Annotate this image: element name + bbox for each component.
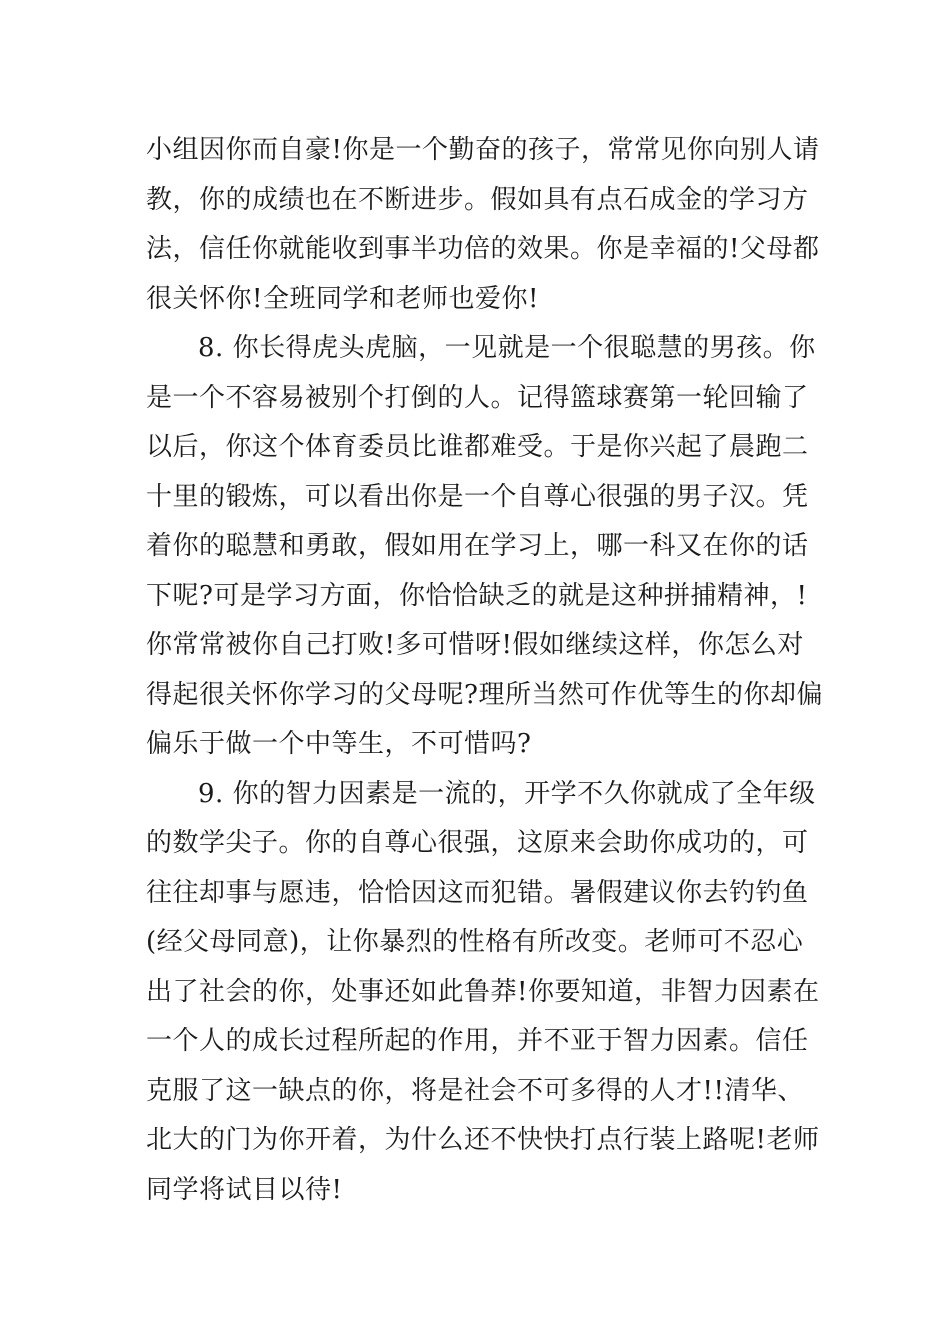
text-line: 北大的门为你开着，为什么还不快快打点行装上路呢!老师 <box>146 1125 820 1155</box>
text-line: 的数学尖子。你的自尊心很强，这原来会助你成功的，可 <box>146 828 809 858</box>
text-line: 十里的锻炼，可以看出你是一个自尊心很强的男子汉。凭 <box>146 482 809 512</box>
text-line: 出了社会的你，处事还如此鲁莽!你要知道，非智力因素在 <box>146 977 820 1007</box>
text-line: 往往却事与愿违，恰恰因这而犯错。暑假建议你去钓钓鱼 <box>146 878 809 908</box>
text-line: 你常常被你自己打败!多可惜呀!假如继续这样，你怎么对 <box>146 630 804 660</box>
text-line: 很关怀你!全班同学和老师也爱你! <box>146 284 539 314</box>
text-line: 着你的聪慧和勇敢，假如用在学习上，哪一科又在你的话 <box>146 531 809 561</box>
text-line: 小组因你而自豪!你是一个勤奋的孩子，常常见你向别人请 <box>146 135 820 165</box>
text-line: 同学将试目以待! <box>146 1175 343 1205</box>
paragraph-9-first-line: 9. 你的智力因素是一流的，开学不久你就成了全年级 <box>198 779 816 809</box>
text-line: 是一个不容易被别个打倒的人。记得篮球赛第一轮回输了 <box>146 383 809 413</box>
text-line: 教，你的成绩也在不断进步。假如具有点石成金的学习方 <box>146 185 809 215</box>
text-line: 法，信任你就能收到事半功倍的效果。你是幸福的!父母都 <box>146 234 820 264</box>
paragraph-8-first-line: 8. 你长得虎头虎脑，一见就是一个很聪慧的男孩。你 <box>198 333 816 363</box>
text-line: 偏乐于做一个中等生，不可惜吗? <box>146 729 532 759</box>
text-line: 以后，你这个体育委员比谁都难受。于是你兴起了晨跑二 <box>146 432 809 462</box>
text-line: 克服了这一缺点的你，将是社会不可多得的人才!!清华、 <box>146 1076 804 1106</box>
text-line: (经父母同意)，让你暴烈的性格有所改变。老师可不忍心 <box>146 927 804 957</box>
text-line: 一个人的成长过程所起的作用，并不亚于智力因素。信任 <box>146 1026 809 1056</box>
text-line: 得起很关怀你学习的父母呢?理所当然可作优等生的你却偏 <box>146 680 823 710</box>
text-line: 下呢?可是学习方面，你恰恰缺乏的就是这种拼捕精神，! <box>146 581 808 611</box>
